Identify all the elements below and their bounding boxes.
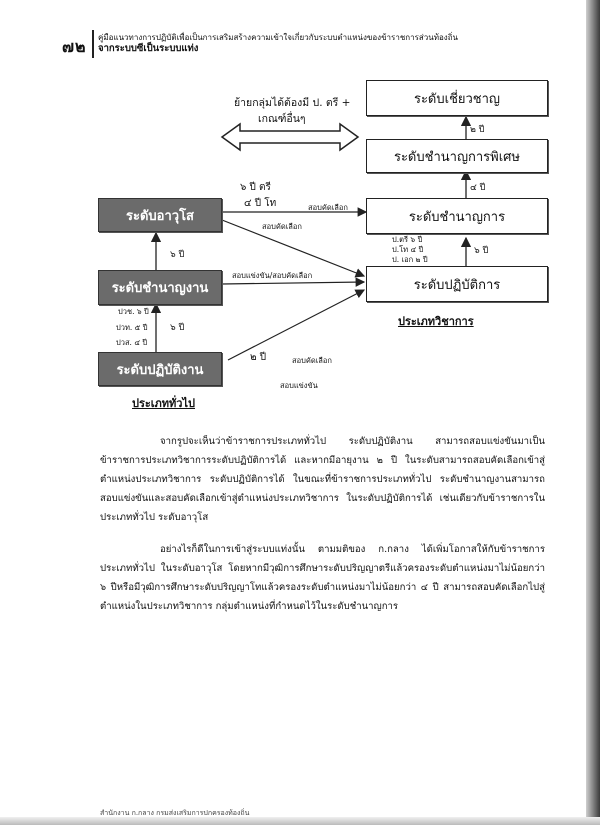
operational-years: ๒ ปี	[250, 352, 267, 363]
general-req-pws: ปวส. ๔ ปี	[116, 338, 148, 347]
senior-req-bachelor: ๖ ปี ตรี	[240, 182, 271, 193]
arrow-operational-to-practitioner	[228, 290, 364, 360]
general-req-pwch: ปวช. ๖ ปี	[118, 307, 149, 316]
years-to-senior: ๖ ปี	[170, 250, 185, 260]
general-category-caption: ประเภททั่วไป	[132, 397, 196, 410]
box-senior-level: ระดับอาวุโส	[98, 198, 222, 232]
box-practitioner-level: ระดับปฏิบัติการ	[366, 266, 548, 302]
label-select-exam-to-professional: สอบคัดเลือก	[308, 203, 348, 212]
senior-req-master: ๔ ปี โท	[244, 198, 277, 209]
years-to-professional: ๖ ปี	[474, 246, 489, 256]
header-line-1: คู่มือแนวทางการปฏิบัติเพื่อเป็นการเสริมสร้างความเข้าใจเกี่ยวกับระบบตำแหน่งของข้าราชการส่วนท้องถิ่น	[98, 33, 459, 42]
box-operational-level: ระดับปฏิบัติงาน	[98, 352, 222, 386]
years-to-expert: ๒ ปี	[470, 125, 485, 135]
label-compete-select-exam: สอบแข่งขัน/สอบคัดเลือก	[232, 271, 313, 280]
box-experienced-level: ระดับชำนาญงาน	[98, 270, 222, 305]
box-senior-professional-level: ระดับชำนาญการพิเศษ	[366, 139, 548, 173]
body-paragraph-2: อย่างไรก็ดีในการเข้าสู่ระบบแท่งนั้น ตามมติของ ก.กลาง ได้เพิ่มโอกาสให้กับข้าราชการประเภททั่วไป ในระดับอาวุโส โดยหากมีวุฒิการศึกษาระดับปริญญาตรีแล้วครองระดับตำแหน่งมาไม่น้อยกว่า ๖ ปีหรือมีวุฒิการศึกษาระดับปริญญาโทแล้วครองระดับตำแหน่งมาไม่น้อยกว่า ๔ ปี สามารถสอบคัดเลือกไปสู่ตำแหน่งในประเภทวิชาการ กลุ่มตำแหน่งที่กำหนดไว้ในระดับชำนาญการ	[100, 544, 545, 612]
operational-select-exam: สอบคัดเลือก	[292, 356, 332, 365]
academic-category-caption: ประเภทวิชาการ	[398, 315, 474, 328]
edu-req-bachelor: ป.ตรี ๖ ปี	[392, 235, 423, 244]
body-paragraph-1: จากรูปจะเห็นว่าข้าราชการประเภททั่วไป ระดับปฏิบัติงาน สามารถสอบแข่งขันมาเป็นข้าราชการประเภทวิชาการระดับปฏิบัติการได้ และหากมีอายุงาน ๒ ปี ในระดับสามารถสอบคัดเลือกเข้าสู่ตำแหน่งประเภทวิชาการ ระดับปฏิบัติการได้ ในขณะที่ข้าราชการประเภททั่วไป ระดับชำนาญงานสามารถสอบแข่งขันและสอบคัดเลือกเข้าสู่ตำแหน่งประเภทวิชาการ ในระดับปฏิบัติการได้ เช่นเดียวกับข้าราชการในประเภททั่วไป ระดับอาวุโส	[100, 436, 545, 523]
edu-req-master: ป.โท ๔ ปี	[392, 245, 424, 254]
page-bottom-shadow	[0, 817, 600, 825]
general-req-pwt: ปวท. ๕ ปี	[116, 323, 148, 332]
transfer-double-arrow	[222, 124, 358, 150]
years-to-senior-professional: ๔ ปี	[470, 183, 486, 193]
years-to-experienced: ๖ ปี	[170, 323, 185, 333]
edu-req-doctorate: ป. เอก ๒ ปี	[392, 255, 428, 264]
label-select-exam-to-practitioner: สอบคัดเลือก	[262, 222, 302, 231]
transfer-note-line-1: ย้ายกลุ่มได้ต้องมี ป. ตรี +	[234, 97, 351, 109]
operational-compete-exam: สอบแข่งขัน	[280, 381, 318, 390]
header-line-2: จากระบบซีเป็นระบบแท่ง	[98, 43, 199, 54]
transfer-note-line-2: เกณฑ์อื่นๆ	[258, 113, 306, 125]
page-number: ๗๒	[62, 37, 87, 56]
box-professional-level: ระดับชำนาญการ	[366, 198, 548, 234]
page-footer: สำนักงาน ก.กลาง กรมส่งเสริมการปกครองท้องถิ่น	[100, 809, 250, 817]
arrow-experienced-to-practitioner	[222, 282, 364, 284]
box-expert-level: ระดับเชี่ยวชาญ	[366, 80, 548, 116]
